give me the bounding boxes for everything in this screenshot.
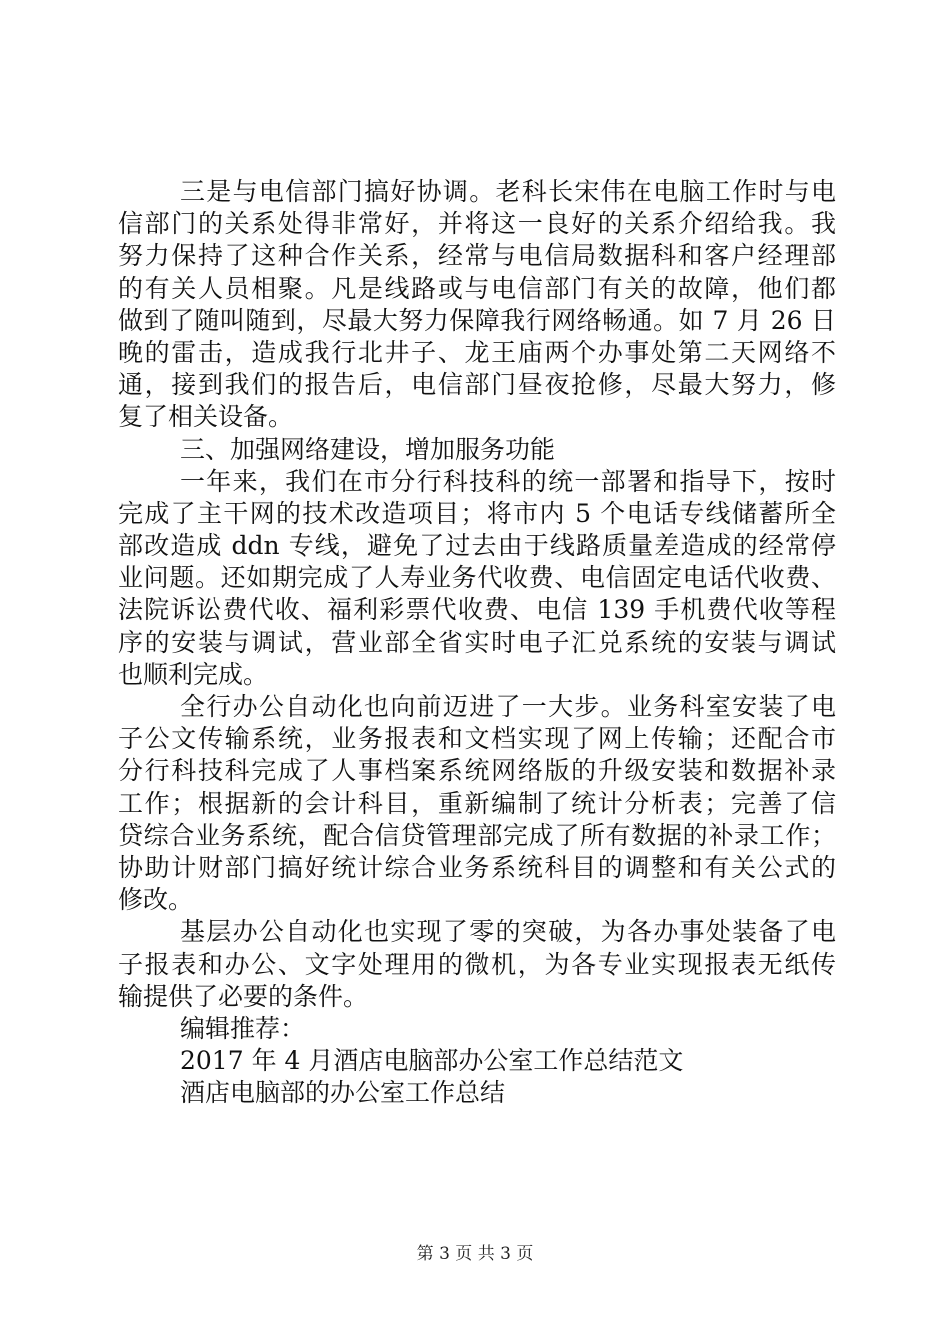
text-line: 分行科技科完成了人事档案系统网络版的升级安装和数据补录 [118, 756, 836, 786]
text-line: 子公文传输系统，业务报表和文档实现了网上传输；还配合市 [118, 724, 836, 754]
text-line: 信部门的关系处得非常好，并将这一良好的关系介绍给我。我 [118, 209, 836, 239]
recommended-link-2[interactable] [118, 1077, 836, 1109]
text-line: 复了相关设备。 [118, 402, 294, 432]
text-line: 通，接到我们的报告后，电信部门昼夜抢修，尽最大努力，修 [118, 370, 836, 400]
text-line: 三是与电信部门搞好协调。老科长宋伟在电脑工作时与电 [180, 177, 836, 206]
text-line: 法院诉讼费代收、福利彩票代收费、电信 139 手机费代收等程 [118, 595, 836, 625]
document-body [118, 176, 836, 1109]
page-number: 第 3 页 共 3 页 [416, 1244, 534, 1264]
text-line: 也顺利完成。 [118, 659, 269, 689]
text-line: 输提供了必要的条件。 [118, 981, 369, 1011]
recommended-label: 编辑推荐： [180, 1013, 306, 1043]
recommended-link-text[interactable]: 2017 年 4 月酒店电脑部办公室工作总结范文 [180, 1046, 684, 1076]
recommended-heading [118, 1013, 836, 1045]
text-line: 业问题。还如期完成了人寿业务代收费、电信固定电话代收费、 [118, 563, 836, 593]
text-line: 部改造成 ddn 专线，避免了过去由于线路质量差造成的经常停 [118, 531, 836, 561]
text-line: 序的安装与调试，营业部全省实时电子汇兑系统的安装与调试 [118, 627, 836, 657]
text-line: 完成了主干网的技术改造项目；将市内 5 个电话专线储蓄所全 [118, 498, 836, 528]
recommended-link-1[interactable] [118, 1045, 836, 1077]
paragraph-office-automation [118, 691, 836, 916]
paragraph-telecom-coordination [118, 176, 836, 434]
text-line: 做到了随叫随到，尽最大努力保障我行网络畅通。如 7 月 26 日 [118, 305, 836, 335]
paragraph-branch-automation [118, 916, 836, 1013]
text-line: 努力保持了这种合作关系，经常与电信局数据科和客户经理部 [118, 241, 836, 271]
text-line: 协助计财部门搞好统计综合业务系统科目的调整和有关公式的 [118, 852, 836, 882]
section-heading-network [118, 434, 836, 466]
text-line: 基层办公自动化也实现了零的突破，为各办事处装备了电 [180, 917, 836, 947]
recommended-link-text[interactable]: 酒店电脑部的办公室工作总结 [180, 1078, 506, 1108]
text-line: 的有关人员相聚。凡是线路或与电信部门有关的故障，他们都 [118, 273, 836, 303]
page-footer [0, 1243, 950, 1265]
text-line: 全行办公自动化也向前迈进了一大步。业务科室安装了电 [180, 692, 836, 721]
paragraph-network-upgrade [118, 466, 836, 691]
text-line: 工作；根据新的会计科目，重新编制了统计分析表；完善了信 [118, 788, 836, 818]
text-line: 晚的雷击，造成我行北井子、龙王庙两个办事处第二天网络不 [118, 337, 836, 367]
text-line: 修改。 [118, 885, 194, 915]
text-line: 一年来，我们在市分行科技科的统一部署和指导下，按时 [180, 466, 836, 496]
section-heading: 三、加强网络建设，增加服务功能 [180, 434, 556, 464]
text-line: 子报表和办公、文字处理用的微机，为各专业实现报表无纸传 [118, 949, 836, 979]
text-line: 贷综合业务系统，配合信贷管理部完成了所有数据的补录工作； [118, 820, 836, 850]
